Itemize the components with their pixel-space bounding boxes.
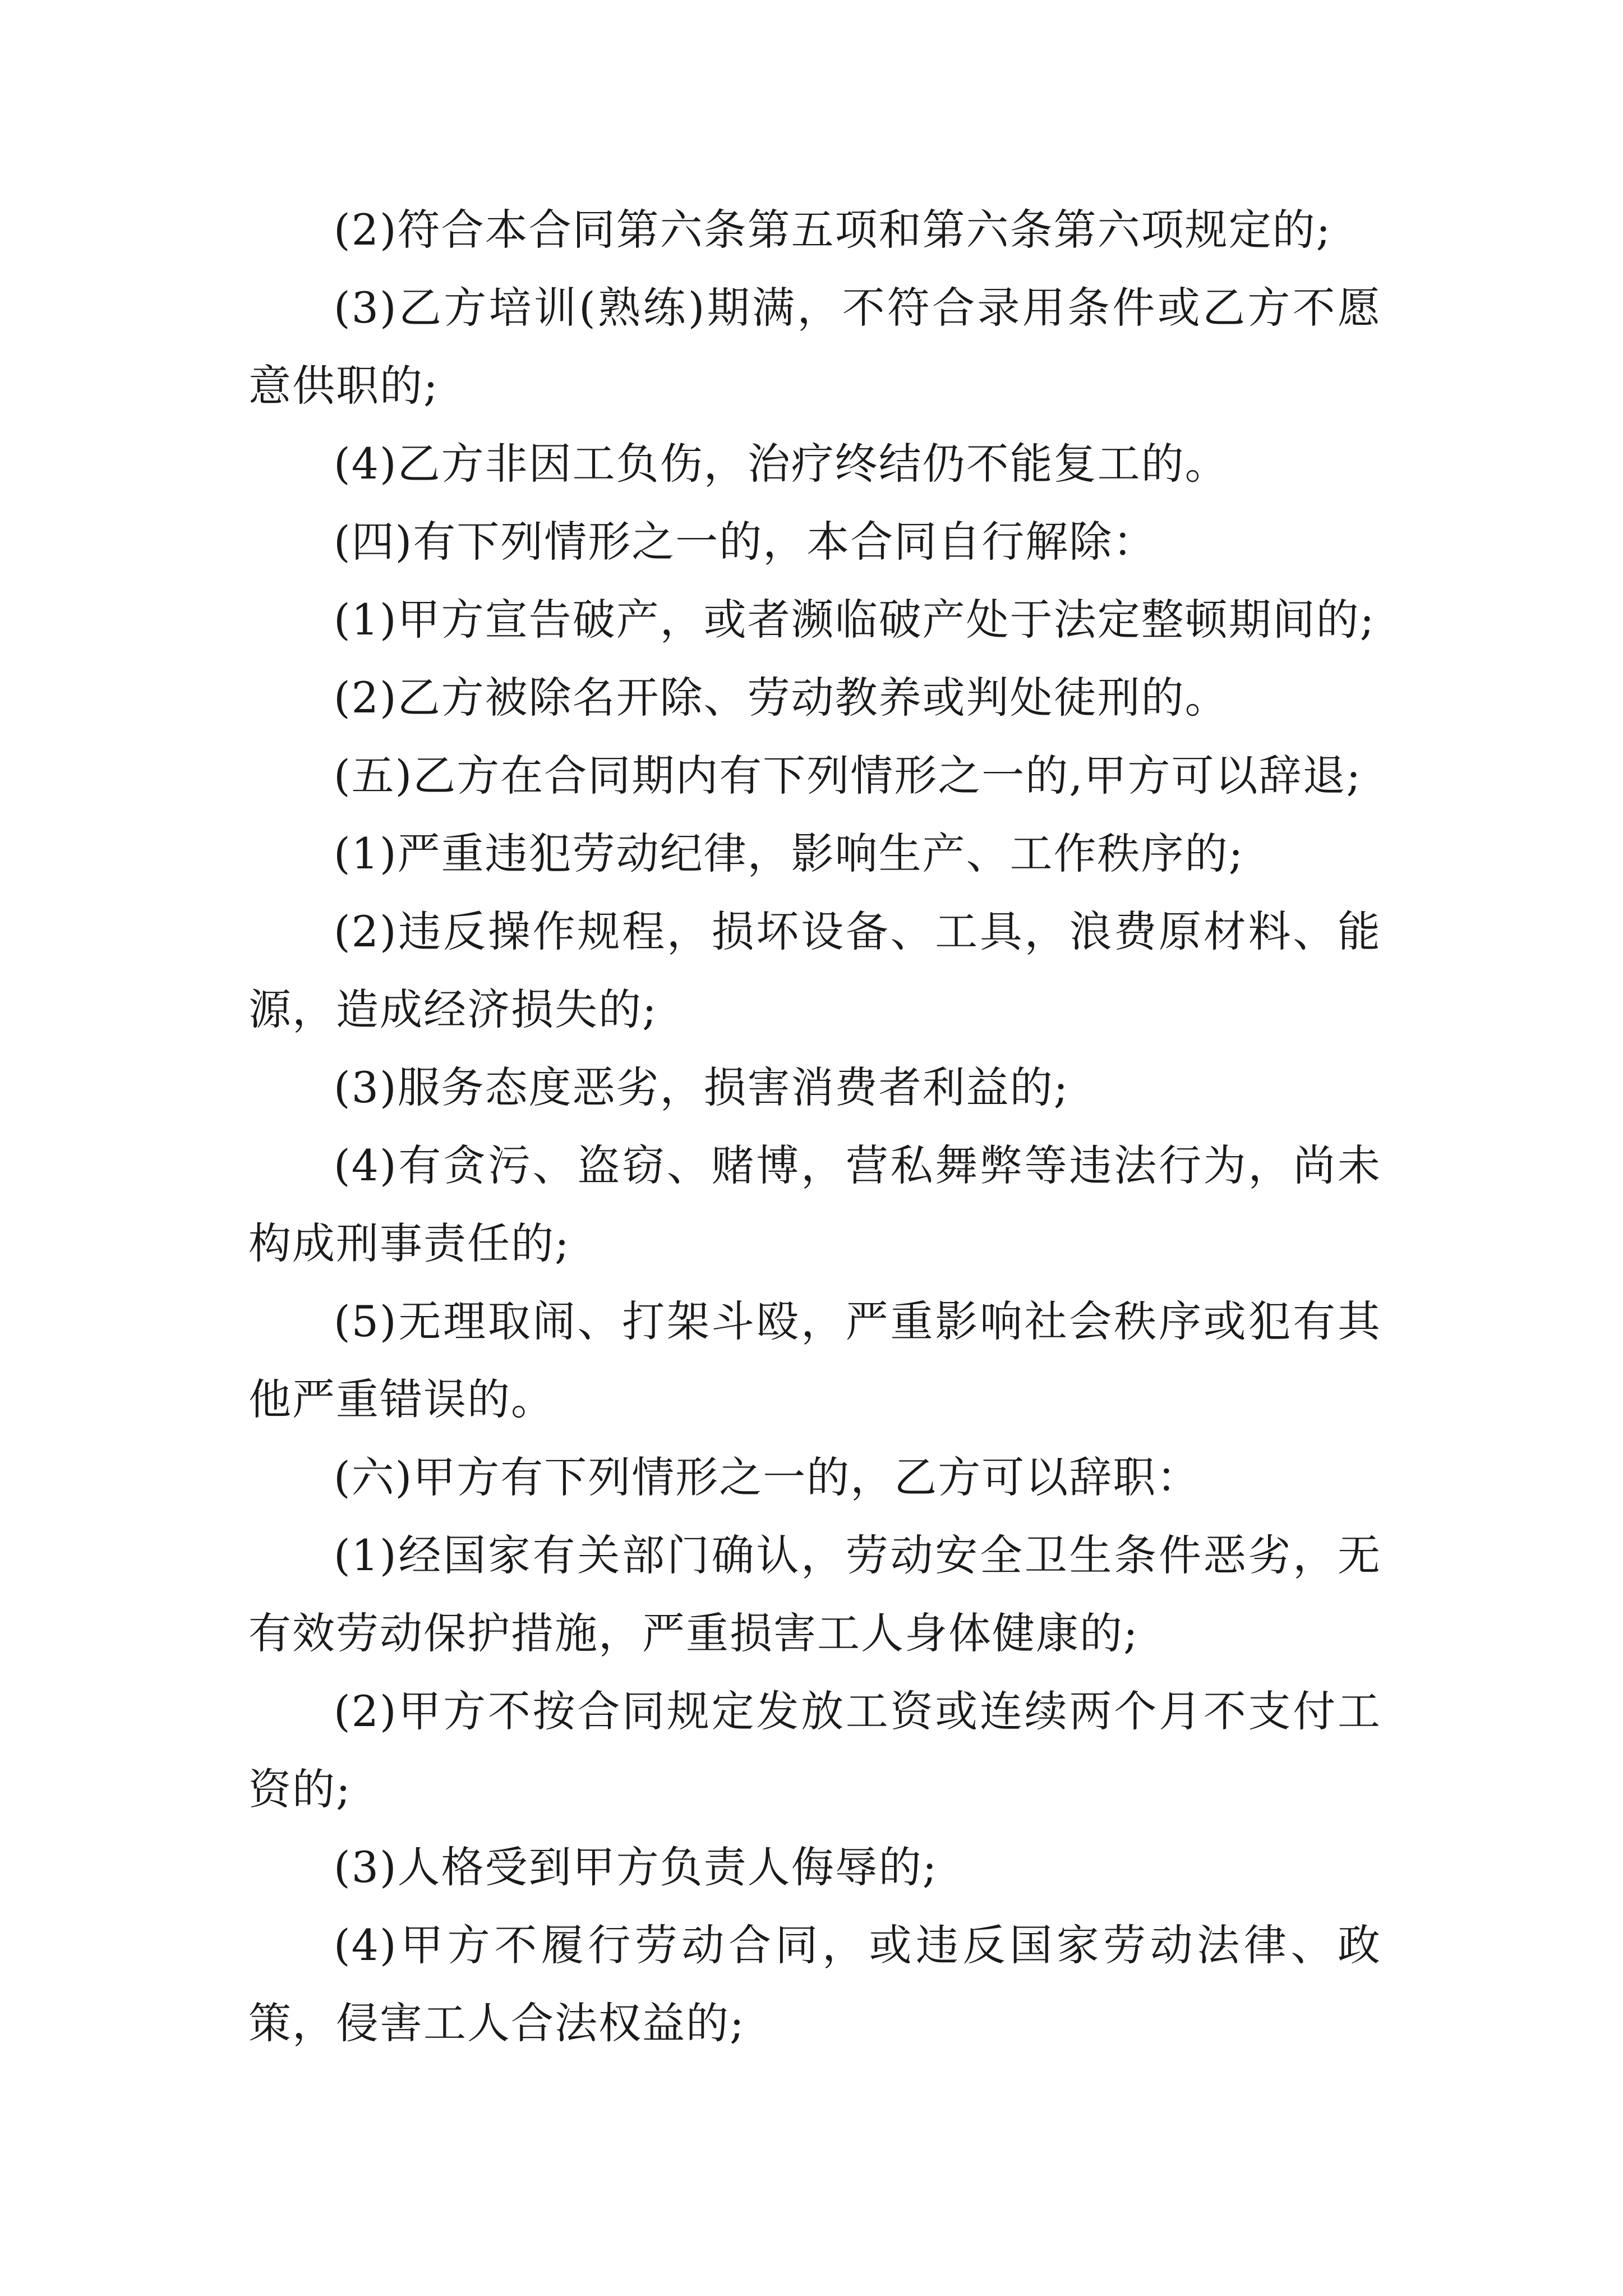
paragraph: (2)符合本合同第六条第五项和第六条第六项规定的; (334, 205, 1332, 255)
paragraph: (2)乙方被除名开除、劳动教养或判处徒刑的。 (334, 673, 1229, 723)
paragraph: (2)甲方不按合同规定发放工资或连续两个月不支付工资的; (248, 1686, 1381, 1814)
document-body (248, 191, 1381, 2062)
paragraph: (3)人格受到甲方负责人侮辱的; (334, 1842, 938, 1892)
paragraph: (1)严重违犯劳动纪律，影响生产、工作秩序的; (334, 829, 1244, 878)
paragraph: (1)甲方宣告破产，或者濒临破产处于法定整顿期间的; (334, 595, 1376, 645)
paragraph: (3)乙方培训(熟练)期满，不符合录用条件或乙方不愿意供职的; (248, 283, 1381, 411)
paragraph: (五)乙方在合同期内有下列情形之一的,甲方可以辞退; (334, 751, 1362, 800)
paragraph: (六)甲方有下列情形之一的，乙方可以辞职： (334, 1452, 1201, 1502)
paragraph: (4)甲方不履行劳动合同，或违反国家劳动法律、政策，侵害工人合法权益的; (248, 1920, 1381, 2048)
paragraph: (4)乙方非因工负伤，治疗终结仍不能复工的。 (334, 439, 1229, 489)
paragraph: (5)无理取闹、打架斗殴，严重影响社会秩序或犯有其他严重错误的。 (248, 1296, 1381, 1424)
paragraph: (2)违反操作规程，损坏设备、工具，浪费原材料、能源，造成经济损失的; (248, 907, 1381, 1034)
paragraph: (3)服务态度恶劣，损害消费者利益的; (334, 1062, 1069, 1112)
paragraph: (4)有贪污、盗窃、赌博，营私舞弊等违法行为，尚未构成刑事责任的; (248, 1140, 1381, 1268)
paragraph: (四)有下列情形之一的，本合同自行解除： (334, 517, 1157, 567)
paragraph: (1)经国家有关部门确认，劳动安全卫生条件恶劣，无有效劳动保护措施，严重损害工人身体健康的; (248, 1530, 1381, 1658)
